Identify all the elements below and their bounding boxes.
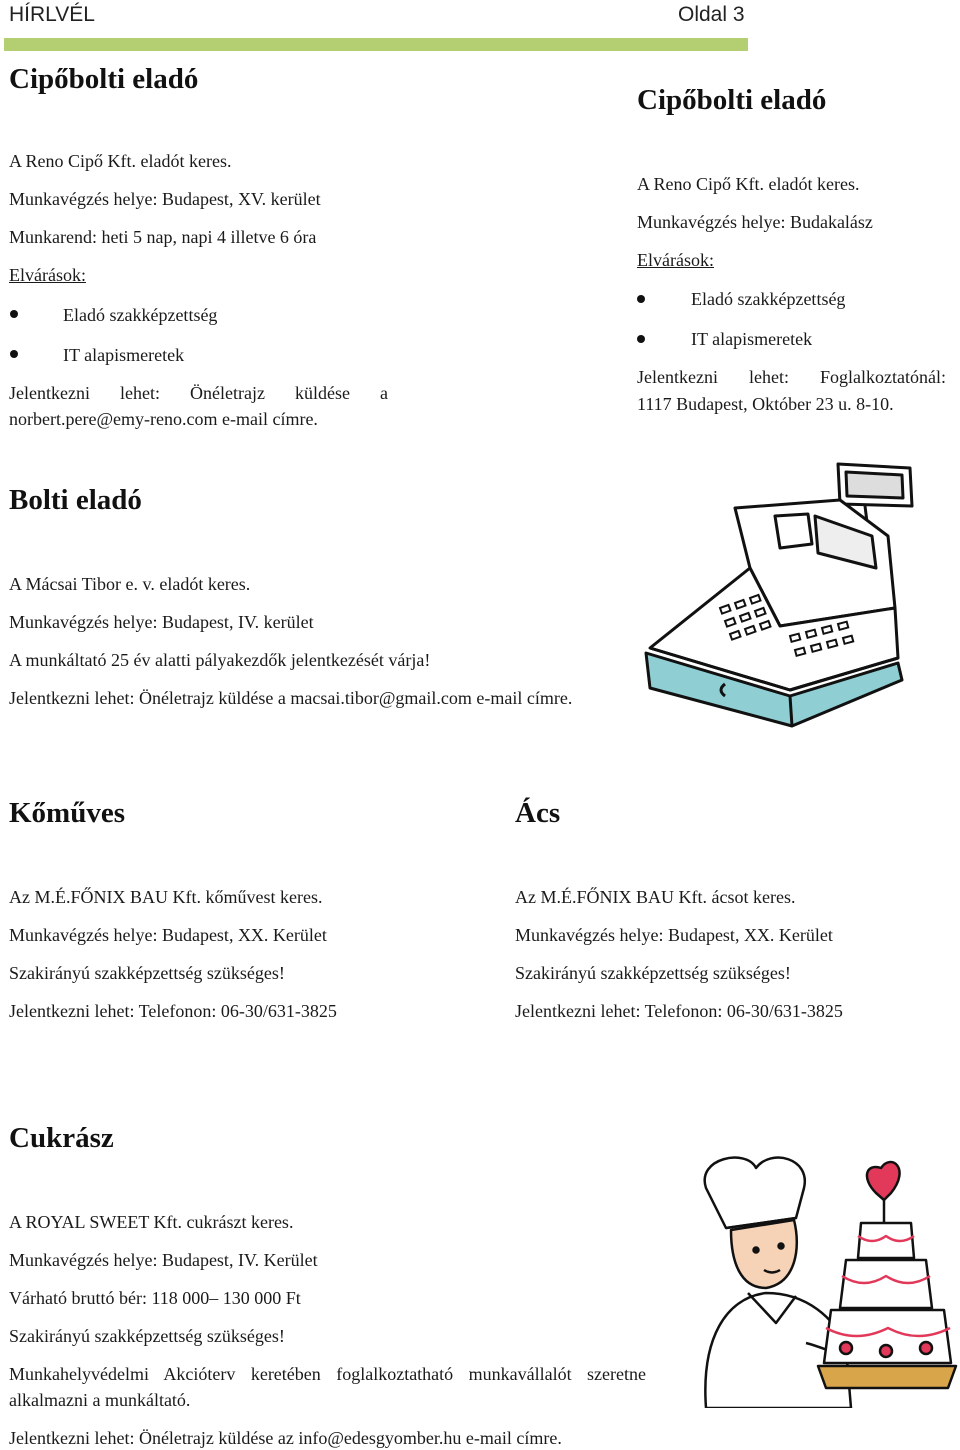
job4-company: Az M.É.FŐNIX BAU Kft. kőművest keres. <box>9 887 323 907</box>
job2-title: Cipőbolti eladó <box>637 84 827 116</box>
job2-location: Munkavégzés helye: Budakalász <box>637 212 873 232</box>
job3-company: A Mácsai Tibor e. v. eladót keres. <box>9 574 251 594</box>
job1-title: Cipőbolti eladó <box>9 63 199 95</box>
job6-location: Munkavégzés helye: Budapest, IV. Kerület <box>9 1250 318 1270</box>
job1-company: A Reno Cipő Kft. eladót keres. <box>9 151 232 171</box>
bullet-icon <box>637 335 645 343</box>
job1-apply-line2: norbert.pere@emy-reno.com e-mail címre. <box>9 409 318 429</box>
job5-company: Az M.É.FŐNIX BAU Kft. ácsot keres. <box>515 887 796 907</box>
job2-req-2: IT alapismeretek <box>691 329 813 349</box>
job3-apply: Jelentkezni lehet: Önéletrajz küldése a macsai.tibor@gmail.com e-mail címre. <box>9 688 573 708</box>
job4-apply: Jelentkezni lehet: Telefonon: 06-30/631-3825 <box>9 1001 337 1021</box>
job1-requirements-label: Elvárások: <box>9 265 86 285</box>
cash-register-illustration <box>640 458 920 733</box>
pastry-chef-illustration <box>686 1148 958 1408</box>
job2-apply-line2: 1117 Budapest, Október 23 u. 8-10. <box>637 394 894 414</box>
job4-requirement: Szakirányú szakképzettség szükséges! <box>9 963 285 983</box>
job1-schedule: Munkarend: heti 5 nap, napi 4 illetve 6 óra <box>9 227 317 247</box>
page-number: Oldal 3 <box>678 3 745 26</box>
job6-salary: Várható bruttó bér: 118 000– 130 000 Ft <box>9 1288 301 1308</box>
job2-company: A Reno Cipő Kft. eladót keres. <box>637 174 860 194</box>
header-bar <box>4 38 748 51</box>
job6-program-line2: alkalmazni a munkáltató. <box>9 1390 191 1410</box>
job3-title: Bolti eladó <box>9 484 142 516</box>
job2-req-1: Eladó szakképzettség <box>691 289 846 309</box>
job6-title: Cukrász <box>9 1122 114 1154</box>
job6-requirement: Szakirányú szakképzettség szükséges! <box>9 1326 285 1346</box>
job1-location: Munkavégzés helye: Budapest, XV. kerület <box>9 189 321 209</box>
job3-note: A munkáltató 25 év alatti pályakezdők jelentkezését várja! <box>9 650 431 670</box>
job6-apply: Jelentkezni lehet: Önéletrajz küldése az info@edesgyomber.hu e-mail címre. <box>9 1428 562 1448</box>
newsletter-label: HÍRLVÉL <box>9 3 95 26</box>
job1-req-1: Eladó szakképzettség <box>63 305 218 325</box>
bullet-icon <box>10 310 18 318</box>
job2-apply-line1: Jelentkezni lehet: Foglalkoztatónál: <box>637 367 946 387</box>
job5-location: Munkavégzés helye: Budapest, XX. Kerület <box>515 925 833 945</box>
job1-req-2: IT alapismeretek <box>63 345 185 365</box>
job1-apply-line1: Jelentkezni lehet: Önéletrajz küldése a <box>9 383 388 403</box>
job5-title: Ács <box>515 797 561 829</box>
job4-location: Munkavégzés helye: Budapest, XX. Kerület <box>9 925 327 945</box>
bullet-icon <box>637 295 645 303</box>
job3-location: Munkavégzés helye: Budapest, IV. kerület <box>9 612 314 632</box>
job6-company: A ROYAL SWEET Kft. cukrászt keres. <box>9 1212 294 1232</box>
job2-requirements-label: Elvárások: <box>637 250 714 270</box>
job5-apply: Jelentkezni lehet: Telefonon: 06-30/631-3825 <box>515 1001 843 1021</box>
bullet-icon <box>10 350 18 358</box>
job5-requirement: Szakirányú szakképzettség szükséges! <box>515 963 791 983</box>
job6-program-line1: Munkahelyvédelmi Akcióterv keretében foglalkoztatható munkavállalót szeretne <box>9 1364 646 1384</box>
job4-title: Kőműves <box>9 797 125 829</box>
